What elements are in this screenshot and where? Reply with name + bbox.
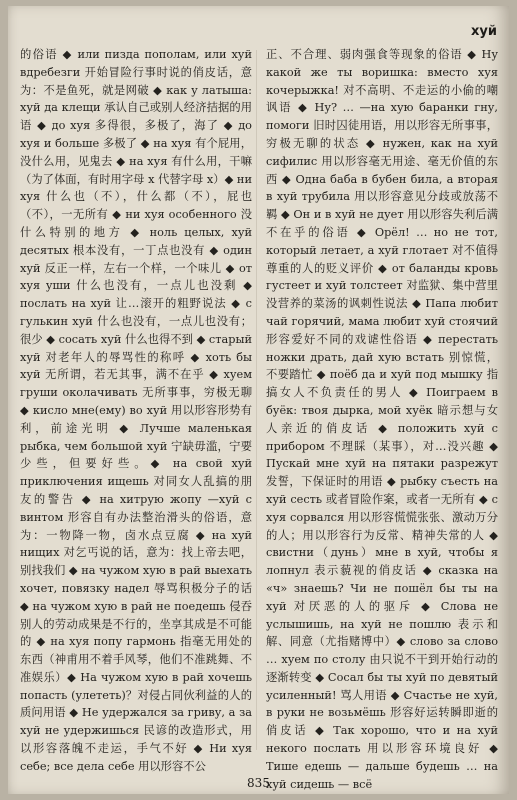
page-number: 835 <box>247 776 270 790</box>
dictionary-page <box>8 6 509 794</box>
running-headword: хуй <box>471 24 497 39</box>
right-column-text: 正、不合理、弱肉强食等现象的俗语 ◆ Ну какой же ты воришка: вместо хуя кочерыжка! 对不高明、不走运的小偷的嘲讽语 ◆ Ну? … —на хую баранки гну, помоги 旧时囚徒用语，用以形容无所事事，穷极无聊的状态 ◆ нужен, как на хуй сифилис 用以形容毫无用途、毫无价值的东西 ◆ Одна баба в бубен била, а вторая в хуй трубила 用以形容意见分歧或放荡不羁 ◆ Он и в хуй не дует 用以形容失利后满不在乎的俗语 ◆ Орёл! … но не тот, который летает, а хуй глотает 对不值得尊重的人的贬义评价 ◆ от баланды кровь густеет и хуй толстеет 对监狱、集中营里没营养的菜汤的讽刺性说法 ◆ Папа любит чай горячий, мама любит хуй стоячий 形容爱好不同的戏谑性俗语 ◆ перестать ножки драть, дай хую встать 别惊慌，不要踏忙 ◆ поёб да и хуй под мышку 指搞女人不负责任的男人 ◆ Поиграем в буёк: твоя дырка, мой хуёк 暗示想与女人亲近的俏皮话 ◆ положить хуй с прибором 不理睬（某事），对…没兴趣 ◆ Пускай мне хуй на пятаки разрежут 发誓，下保证时的用语 ◆ рыбку съесть на хуй сесть 或者冒险作案，或者一无所有 ◆ с хуя сорвался 用以形容慌慌张张、激动万分的人；用以形容行为反常、精神失常的人 ◆ свистни（дунь）мне в хуй, чтобы я лопнул 表示藐视的俏皮话 ◆ сказка на «ч» знаешь? Чи не пошёл бы ты на хуй 对厌恶的人的驱斥 ◆ Слова не услышишь, на хуй не пошлю 表示和解、同意（尤指赌博中）◆ слово за слово … хуем по столу 由只说不干到开始行动的逐渐转变 ◆ Сосал бы ты хуй по девятый усиленный! 骂人用语 ◆ Счастье не хуй, в руки не возьмёшь 形容好运转瞬即逝的俏皮话 ◆ Так хорошо, что и на хуй некого послать 用以形容环境良好 ◆ Тише едешь — дальше будешь … на хуй сидешь — всё <box>266 48 498 791</box>
right-column <box>266 46 498 791</box>
column-divider <box>256 50 257 750</box>
left-column-text: 的俗语 ◆ или пизда пополам, или хуй вдребезги 开始冒险行事时说的俏皮话，意为：不是鱼死，就是网破 ◆ как у латыша: хуй да клещи 承认自己或别人经济拮据的用语 ◆ до хуя 多得很，多极了，海了 ◆ до хуя и больше 多极了 ◆ на хуя 有个屁用，没什么用，见鬼去 ◆ на хуя 有什么用，干嘛（为了体面，有时用字母 х 代替字母 х）◆ ни хуя 什么也（不），什么都（不），屁也（不），一无所有 ◆ ни хуя особенного 没什么特别的地方 ◆ ноль целых, хуй десятых 根本没有，一丁点也没有 ◆ один хуй 反正一样，左右一个样，一个味儿 ◆ от хуя уши 什么也没有，一点儿也没剩 ◆ послать на хуй 让…滚开的粗野说法 ◆ с гулькин хуй 什么也没有，一点儿也没有；很少 ◆ сосать хуй 什么也得不到 ◆ старый хуй 对老年人的辱骂性的称呼 ◆ хоть бы хуй 无所谓，若无其事，满不在乎 ◆ хуем груши околачивать 无所事事，穷极无聊 ◆ кисло мне(ему) во хуй 用以形容形势有利，前途光明 ◆ Лучше маленькая рыбка, чем большой хуй 宁缺毋滥，宁要少些，但要好些。◆ на свой хуй приключения ищешь 对同女人乱搞的朋友的警告 ◆ на хитрую жопу —хуй с винтом 形容自有办法整治滑头的俗语，意为：一物降一物，卤水点豆腐 ◆ на хуй нищих 对乞丐说的话，意为：找上帝去吧，别找我们 ◆ на чужом хую в рай выехать хочет, повязку надел 辱骂积极分子的话 ◆ на чужом хую в рай не поедешь 侵吞别人的劳动成果是不行的，坐享其成是不可能的 ◆ на хуя попу гармонь 指毫无用处的东西（神甫用不着手风琴，他们不准跳舞、不准娱乐）◆ На чужом хую в рай хочешь попасть (улететь)？对侵占同伙利益的人的质问用语 ◆ Не удержался за гриву, а за хуй не удержишься 民谚的改造形式，用以形容落魄不走运，手气不好 ◆ Ни хуя себе; все дела себе 用以形容不公 <box>20 48 252 773</box>
left-column <box>20 46 252 773</box>
